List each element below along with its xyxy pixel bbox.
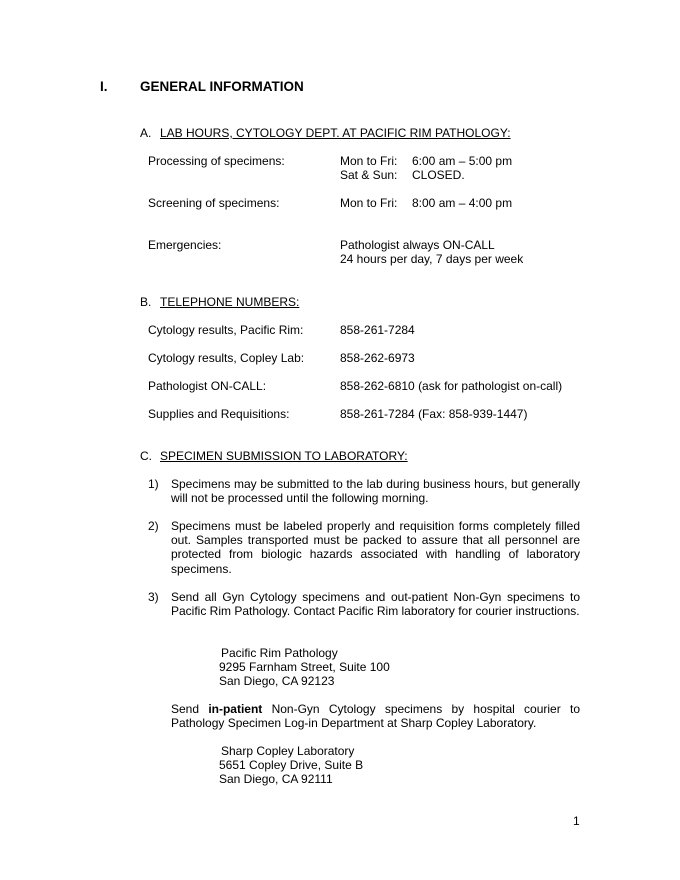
emergencies-line-1: Pathologist always ON-CALL: [340, 238, 495, 252]
subsection-a-label: A.: [140, 126, 152, 140]
processing-days-2: Sat & Sun:: [340, 168, 398, 182]
processing-label: Processing of specimens:: [148, 154, 285, 168]
phone-value: 858-261-7284: [340, 323, 415, 337]
processing-hours-1: 6:00 am – 5:00 pm: [412, 154, 513, 168]
emergencies-line-2: 24 hours per day, 7 days per week: [340, 252, 524, 266]
list-item-text: Specimens may be submitted to the lab during business hours, but generally will not be processed until the following morning.: [171, 477, 580, 506]
phone-value: 858-262-6973: [340, 351, 415, 365]
phone-label: Cytology results, Copley Lab:: [148, 351, 305, 365]
screening-hours: 8:00 am – 4:00 pm: [412, 196, 513, 210]
address-line: San Diego, CA 92111: [219, 772, 333, 786]
list-item-text: Specimens must be labeled properly and requisition forms completely filled out. Samples transported must be packed to assure that all personnel are protected from biologic hazards associated with handling of laboratory specimens.: [171, 519, 580, 576]
send-text-post: Non-Gyn Cytology specimens by hospital courier to Pathology Specimen Log-in Department at Sharp Copley Laboratory.: [171, 702, 581, 731]
subsection-c-label: C.: [140, 449, 152, 463]
subsection-b-label: B.: [140, 295, 152, 309]
screening-days: Mon to Fri:: [340, 196, 398, 210]
subsection-a-title: LAB HOURS, CYTOLOGY DEPT. AT PACIFIC RIM PATHOLOGY:: [160, 126, 511, 140]
send-text-bold: in-patient: [208, 702, 263, 716]
section-number: I.: [100, 79, 108, 94]
list-item-text: Send all Gyn Cytology specimens and out-patient Non-Gyn specimens to Pacific Rim Pathology. Contact Pacific Rim laboratory for courier instructions.: [171, 590, 580, 619]
processing-days-1: Mon to Fri:: [340, 154, 398, 168]
address-line: 5651 Copley Drive, Suite B: [219, 758, 364, 772]
phone-value: 858-261-7284 (Fax: 858-939-1447): [340, 407, 528, 421]
phone-label: Pathologist ON-CALL:: [148, 379, 267, 393]
phone-label: Supplies and Requisitions:: [148, 407, 290, 421]
phone-value: 858-262-6810 (ask for pathologist on-call): [340, 379, 563, 393]
phone-label: Cytology results, Pacific Rim:: [148, 323, 304, 337]
address-line: San Diego, CA 92123: [219, 674, 335, 688]
address-pacific-rim: [219, 646, 390, 688]
address-sharp-copley: [219, 744, 363, 786]
address-line: Sharp Copley Laboratory: [221, 744, 355, 758]
subsection-b-title: TELEPHONE NUMBERS:: [160, 295, 300, 309]
page-number: 1: [573, 814, 580, 828]
emergencies-label: Emergencies:: [148, 238, 222, 252]
send-text-pre: Send: [171, 702, 209, 716]
list-item-number: 2): [148, 519, 159, 533]
list-item-number: 3): [148, 590, 159, 604]
subsection-c-title: SPECIMEN SUBMISSION TO LABORATORY:: [160, 449, 408, 463]
send-inpatient-paragraph: [171, 702, 580, 730]
address-line: Pacific Rim Pathology: [221, 646, 338, 660]
processing-hours-2: CLOSED.: [412, 168, 465, 182]
screening-label: Screening of specimens:: [148, 196, 280, 210]
section-title: GENERAL INFORMATION: [140, 79, 304, 94]
list-item-number: 1): [148, 477, 159, 491]
address-line: 9295 Farnham Street, Suite 100: [219, 660, 390, 674]
